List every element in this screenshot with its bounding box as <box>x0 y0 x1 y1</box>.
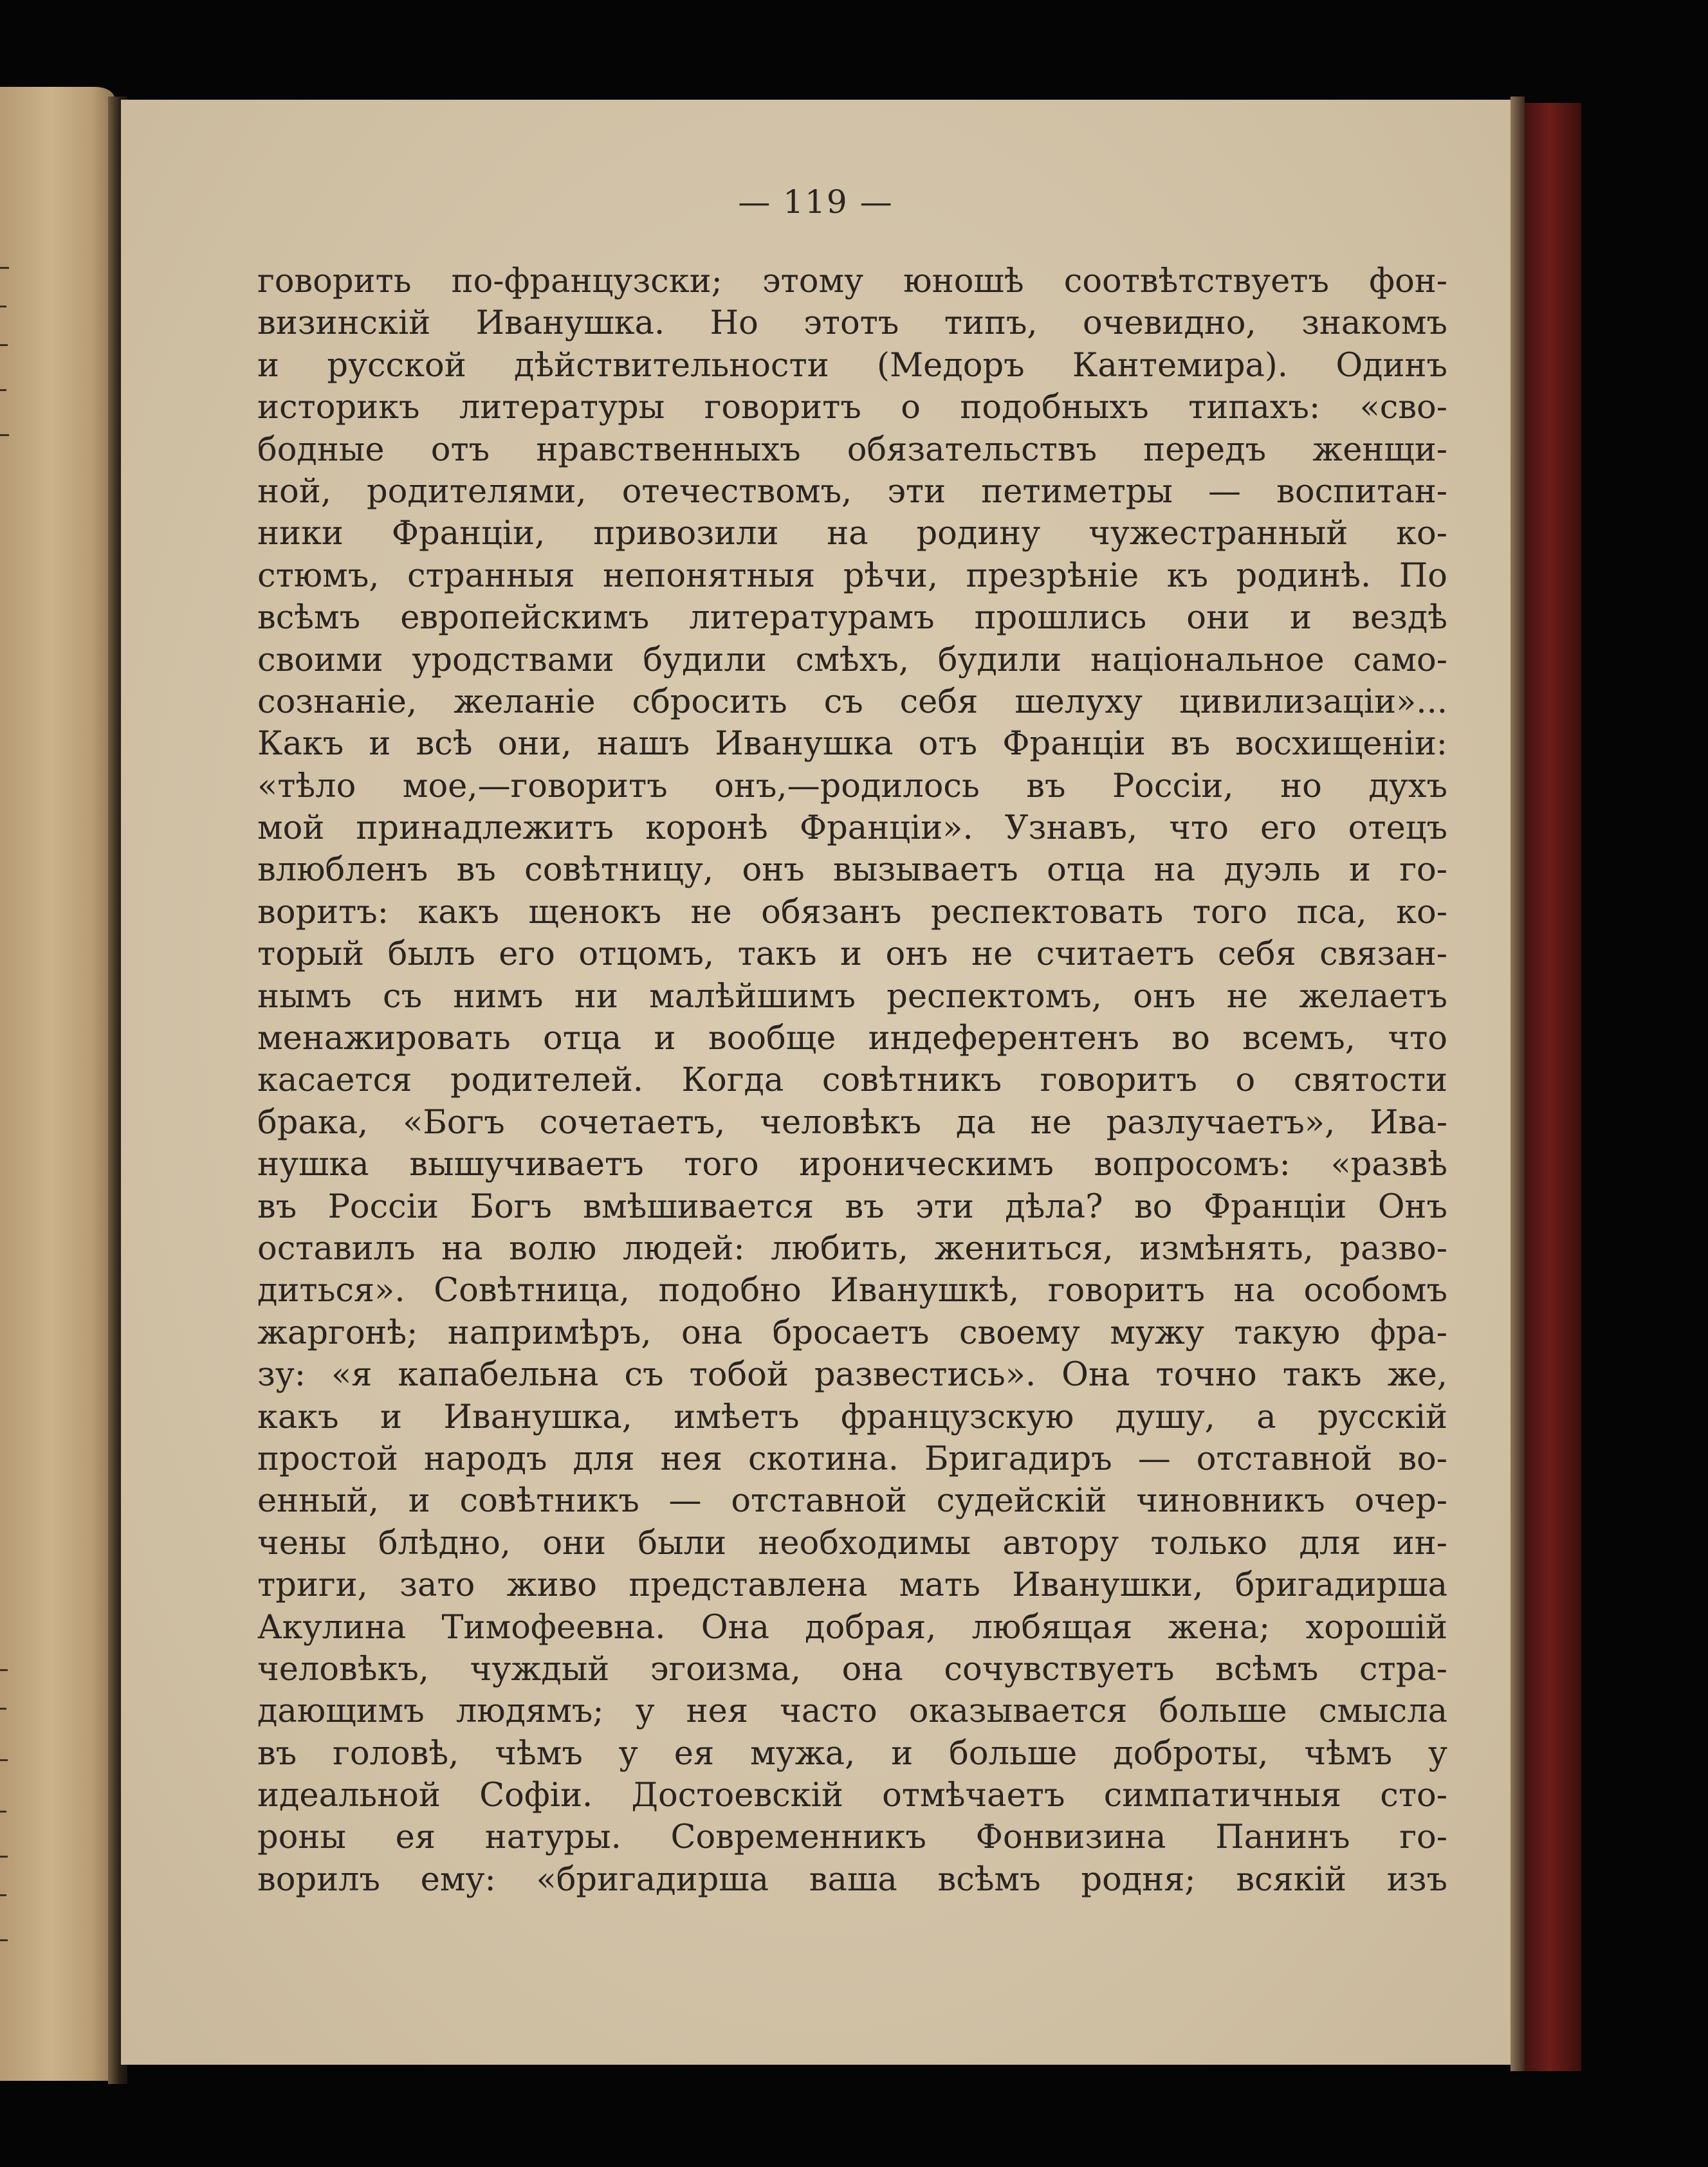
text-line: бодные отъ нравственныхъ обязательствъ передъ женщи- <box>257 430 1447 469</box>
text-line: историкъ литературы говоритъ о подобныхъ типахъ: «сво- <box>257 389 1447 427</box>
text-line: говорить по-французски; этому юношѣ соотвѣтствуетъ фон- <box>257 262 1447 300</box>
text-line: жаргонѣ; напримѣръ, она бросаетъ своему мужу такую фра- <box>257 1313 1447 1352</box>
previous-page-edge <box>0 87 115 2081</box>
text-line: визинскій Иванушка. Но этотъ типъ, очевидно, знакомъ <box>257 304 1447 343</box>
text-line: мой принадлежитъ коронѣ Франціи». Узнавъ, что его отецъ <box>257 809 1447 848</box>
text-line: «тѣло мое,—говоритъ онъ,—родилось въ Россіи, но духъ <box>257 767 1447 805</box>
text-line: въ головѣ, чѣмъ у ея мужа, и больше доброты, чѣмъ у <box>257 1734 1447 1773</box>
text-line: воритъ: какъ щенокъ не обязанъ респектовать того пса, ко- <box>257 893 1447 931</box>
text-line: сознаніе, желаніе сбросить съ себя шелуху цивилизаціи»... <box>257 682 1447 721</box>
text-line: всѣмъ европейскимъ литературамъ прошлись они и вездѣ <box>257 599 1447 637</box>
text-line: касается родителей. Когда совѣтникъ говоритъ о святости <box>257 1061 1447 1100</box>
text-line: въ Россіи Богъ вмѣшивается въ эти дѣла? во Франціи Онъ <box>257 1187 1447 1226</box>
text-line: триги, зато живо представлена мать Иванушки, бригадирша <box>257 1566 1447 1605</box>
text-line: стюмъ, странныя непонятныя рѣчи, презрѣніе къ родинѣ. По <box>257 556 1447 595</box>
text-line: чены блѣдно, они были необходимы автору только для ин- <box>257 1524 1447 1562</box>
text-line: брака, «Богъ сочетаетъ, человѣкъ да не разлучаетъ», Ива- <box>257 1103 1447 1142</box>
text-line: зу: «я капабельна съ тобой развестись». Она точно такъ же, <box>257 1356 1447 1394</box>
text-line: человѣкъ, чуждый эгоизма, она сочувствуетъ всѣмъ стра- <box>257 1650 1447 1688</box>
text-line: ники Франціи, привозили на родину чужестранный ко- <box>257 515 1447 553</box>
page-edge-marks <box>0 87 19 2081</box>
text-line: оставилъ на волю людей: любить, жениться, измѣнять, разво- <box>257 1229 1447 1268</box>
text-line: дающимъ людямъ; у нея часто оказывается больше смысла <box>257 1692 1447 1731</box>
text-line: простой народъ для нея скотина. Бригадиръ — отставной во- <box>257 1440 1447 1478</box>
text-line: ворилъ ему: «бригадирша ваша всѣмъ родня; всякій изъ <box>257 1860 1447 1899</box>
text-line: енный, и совѣтникъ — отставной судейскій чиновникъ очер- <box>257 1482 1447 1521</box>
book-page <box>121 100 1511 2065</box>
text-line: Акулина Тимофеевна. Она добрая, любящая жена; хорошій <box>257 1608 1447 1647</box>
text-line: менажировать отца и вообще индеферентенъ во всемъ, что <box>257 1019 1447 1058</box>
page-number: — 119 — <box>738 183 894 221</box>
text-line: своими уродствами будили смѣхъ, будили національное само- <box>257 641 1447 679</box>
text-line: диться». Совѣтница, подобно Иванушкѣ, говоритъ на особомъ <box>257 1272 1447 1310</box>
text-line: идеальной Софіи. Достоевскій отмѣчаетъ симпатичныя сто- <box>257 1777 1447 1815</box>
text-line: нушка вышучиваетъ того ироническимъ вопросомъ: «развѣ <box>257 1146 1447 1184</box>
text-line: и русской дѣйствительности (Медоръ Кантемира). Одинъ <box>257 346 1447 385</box>
text-line: Какъ и всѣ они, нашъ Иванушка отъ Франціи въ восхищеніи: <box>257 725 1447 763</box>
page-body-text <box>257 261 1447 1901</box>
text-line: роны ея натуры. Современникъ Фонвизина Панинъ го- <box>257 1818 1447 1857</box>
text-line: какъ и Иванушка, имѣетъ французскую душу, а русскій <box>257 1398 1447 1436</box>
text-line: ной, родителями, отечествомъ, эти петиметры — воспитан- <box>257 472 1447 511</box>
text-line: торый былъ его отцомъ, такъ и онъ не считаетъ себя связан- <box>257 935 1447 974</box>
text-line: нымъ съ нимъ ни малѣйшимъ респектомъ, онъ не желаетъ <box>257 977 1447 1016</box>
text-line: влюбленъ въ совѣтницу, онъ вызываетъ отца на дуэль и го- <box>257 851 1447 890</box>
page-right-edge-shadow <box>1511 96 1525 2071</box>
